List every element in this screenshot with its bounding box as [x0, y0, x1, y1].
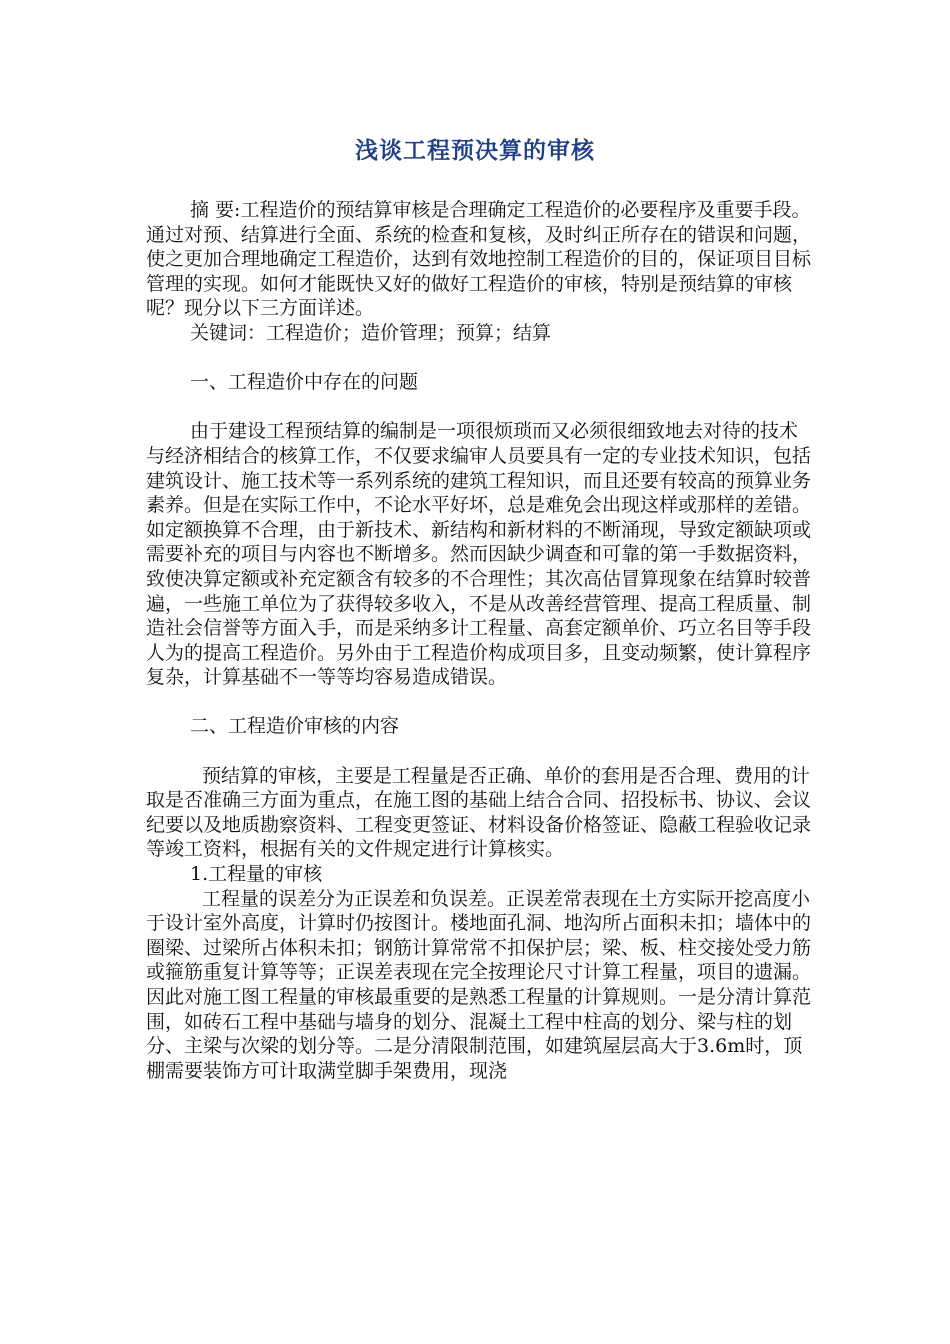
- section2-paragraph: 预结算的审核，主要是工程量是否正确、单价的套用是否合理、费用的计取是否准确三方面为重点，在施工图的基础上结合合同、招投标书、协议、会议纪要以及地质勘察资料、工程变更签证、材料设备价格签证、隐蔽工程验收记录等竣工资料，根据有关的文件规定进行计算核实。: [146, 764, 812, 861]
- document-body: [146, 198, 816, 1083]
- keywords-line: 关键词：工程造价；造价管理；预算；结算: [190, 321, 552, 344]
- section1-heading: 一、工程造价中存在的问题: [190, 371, 419, 394]
- subsection1-heading: 1.工程量的审核: [190, 863, 323, 886]
- spacer: [146, 395, 816, 420]
- spacer: [146, 346, 816, 371]
- abstract-paragraph: 摘 要:工程造价的预结算审核是合理确定工程造价的必要程序及重要手段。通过对预、结算进行全面、系统的检查和复核，及时纠正所存在的错误和问题，使之更加合理地确定工程造价，达到有效地控制工程造价的目的，保证项目目标管理的实现。如何才能既快又好的做好工程造价的审核，特别是预结算的审核呢？现分以下三方面详述。: [146, 199, 812, 320]
- subsection1-paragraph: 工程量的误差分为正误差和负误差。正误差常表现在土方实际开挖高度小于设计室外高度，计算时仍按图计。楼地面孔洞、地沟所占面积未扣；墙体中的圈梁、过梁所占体积未扣；钢筋计算常常不扣保护层；梁、板、柱交接处受力筋或箍筋重复计算等等；正误差表现在完全按理论尺寸计算工程量，项目的遗漏。因此对施工图工程量的审核最重要的是熟悉工程量的计算规则。一是分清计算范围，如砖石工程中基础与墙身的划分、混凝土工程中柱高的划分、梁与柱的划分、主梁与次梁的划分等。二是分清限制范围，如建筑屋层高大于3.6m时，顶棚需要装饰方可计取满堂脚手架费用，现浇: [146, 887, 812, 1082]
- spacer: [146, 739, 816, 764]
- document-title: 浅谈工程预决算的审核: [355, 138, 595, 164]
- section1-paragraph: 由于建设工程预结算的编制是一项很烦琐而又必须很细致地去对待的技术与经济相结合的核算工作，不仅要求编审人员要具有一定的专业技术知识，包括建筑设计、施工技术等一系列系统的建筑工程知识，而且还要有较高的预算业务素养。但是在实际工作中，不论水平好坏，总是难免会出现这样或那样的差错。如定额换算不合理，由于新技术、新结构和新材料的不断涌现，导致定额缺项或需要补充的项目与内容也不断增多。然而因缺少调查和可靠的第一手数据资料，致使决算定额或补充定额含有较多的不合理性；其次高估冒算现象在结算时较普遍，一些施工单位为了获得较多收入，不是从改善经营管理、提高工程质量、制造社会信誉等方面入手，而是采纳多计工程量、高套定额单价、巧立名目等手段人为的提高工程造价。另外由于工程造价构成项目多，且变动频繁，使计算程序复杂，计算基础不一等等均容易造成错误。: [146, 420, 812, 689]
- spacer: [146, 690, 816, 715]
- section2-heading: 二、工程造价审核的内容: [190, 715, 400, 738]
